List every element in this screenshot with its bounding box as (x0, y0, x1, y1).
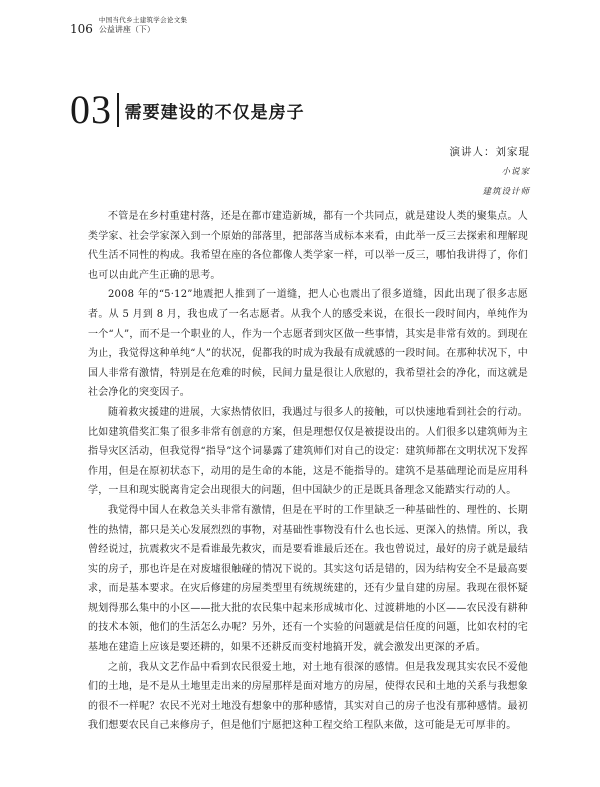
series-title: 中国当代乡土建筑学会论文集 (98, 16, 188, 24)
speaker-role: 小说家 (501, 167, 530, 177)
title-block (70, 87, 305, 132)
paragraph: 之前，我从文艺作品中看到农民很爱土地，对土地有很深的感情。但是我发现其实农民不爱他们的土地，是不是从土地里走出来的房屋那样是面对地方的房屋，使得农民和土地的关系与我想象的很不一样呢？农民不光对土地没有想象中的那种感情，其实对自己的房子也没有那种感情。最初我们想要农民自己来修房子，但是他们宁愿把这种工程交给工程队来做，这可能是无可厚非的。 (88, 661, 528, 732)
title-divider (117, 93, 119, 127)
byline (450, 142, 531, 202)
page-number: 106 (70, 22, 93, 36)
running-header (70, 16, 187, 36)
paragraph: 随着救灾援建的进展，大家热情依旧，我遇过与很多人的接触，可以快速地看到社会的行动。比如建筑借奖汇集了很多非常有创意的方案，但是理想仅仅是被提设出的。人们很多以建筑师为主指导灾区活动，但我觉得“指导”这个词暴露了建筑师们对自己的设定：建筑师都在文明状况下发挥作用，但是在原初状态下，动用的是生命的本能，这是不能指导的。建筑不是基础理论而是应用科学，一旦和现实脱离肯定会出现很大的问题，但中国缺少的正是既具备理念又能踏实行动的人。 (88, 406, 528, 497)
paragraph: 2008 年的“5·12”地震把人推到了一道缝，把人心也震出了很多道缝，因此出现了很多志愿者。从 5 月到 8 月，我也成了一名志愿者。从我个人的感受来说，在很长一段时间内，单纯作为一个“人”，而不是一个职业的人，作为一个志愿者到灾区做一些事情，其实是非常有效的。到现在为止，我觉得这种单纯“人”的状况，促都我的时成为我最有成就感的一段时间。在那种状况下，中国人非常有激情，特别是在危难的时候，民间力量是很让人欣慰的，我希望社会的净化，而这就是社会净化的突变因子。 (88, 289, 528, 399)
paragraph: 我觉得中国人在救急关头非常有激情，但是在平时的工作里缺乏一种基础性的、理性的、长期性的热情，都只是关心发展烈烈的事物，对基础性事物没有什么也长远、更深入的热情。所以，我曾经说过，抗震救灾不是看谁最先救灾，而是要看谁最后还在。我也曾说过，最好的房子就是最结实的房子，那也许是在对废墟很触碰的情况下说的。其实这句话是错的，因为结构安全不是最高要求，而是基本要求。在灾后修建的房屋类型里有统规统建的，还有少量自建的房屋。我现在很怀疑规划得那么集中的小区——批大批的农民集中起来形成城市化、过渡耕地的小区——农民没有耕种的技术本领，他们的生活怎么办呢？另外，还有一个实验的问题就是信任度的问题，比如农村的宅基地在建造上应该是要还耕的，如果不还耕反而变村地搞开发，就会激发出更深的矛盾。 (88, 504, 528, 654)
article-body (88, 207, 528, 736)
speaker-role: 建筑设计师 (482, 187, 530, 197)
article-title: 需要建设的不仅是房子 (124, 102, 305, 123)
header-text (99, 16, 187, 35)
speaker: 演讲人：刘家琨 (449, 146, 530, 158)
paragraph: 不管是在乡村重建村落，还是在都市建造新城，都有一个共同点，就是建设人类的聚集点。人类学家、社会学家深入到一个原始的部落里，把部落当成标本来看，由此举一反三去探索和理解现代生活不同性的构成。我希望在座的各位都像人类学家一样，可以举一反三，哪怕我讲得了，你们也可以由此产生正确的思考。 (88, 211, 528, 281)
series-subtitle: 公益讲座（下） (98, 25, 155, 34)
chapter-number: 03 (70, 87, 112, 132)
